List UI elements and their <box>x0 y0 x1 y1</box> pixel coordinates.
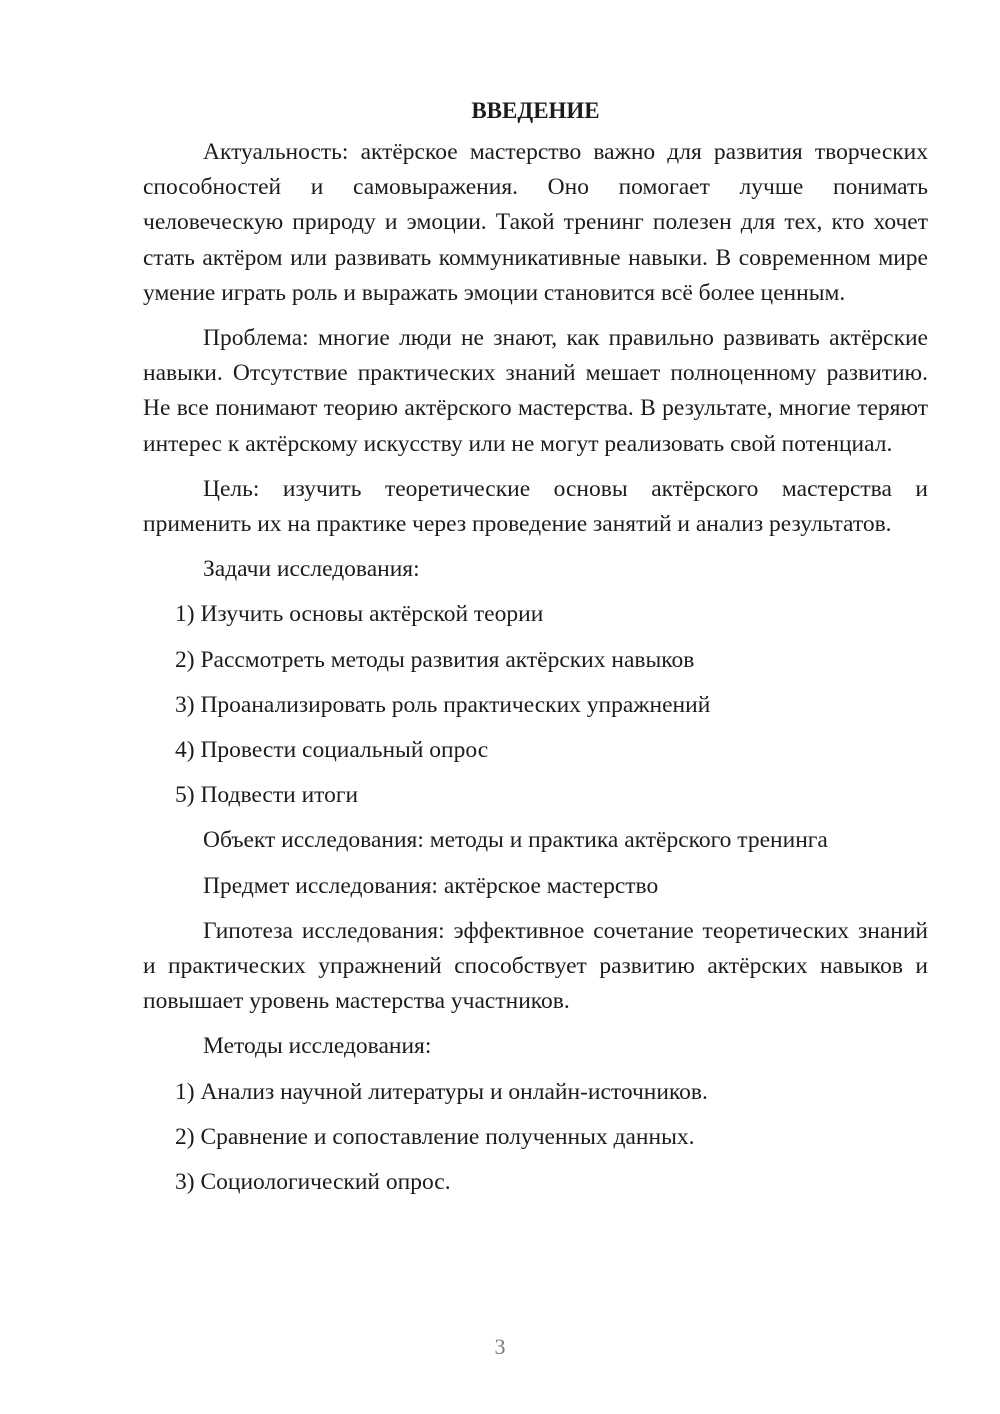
goal-paragraph: Цель: изучить теоретические основы актёрского мастерства и применить их на практике через проведение занятий и анализ результатов. <box>143 475 928 538</box>
method-item: 1) Анализ научной литературы и онлайн-источников. <box>175 1078 708 1105</box>
method-item: 3) Социологический опрос. <box>175 1169 451 1196</box>
task-item: 1) Изучить основы актёрской теории <box>175 601 544 628</box>
tasks-heading: Задачи исследования: <box>203 556 420 583</box>
page-number: 3 <box>494 1334 506 1359</box>
method-item: 2) Сравнение и сопоставление полученных данных. <box>175 1123 695 1150</box>
document-page <box>143 96 928 1210</box>
object-line: Объект исследования: методы и практика актёрского тренинга <box>203 827 828 854</box>
task-item: 3) Проанализировать роль практических упражнений <box>175 691 711 718</box>
subject-line: Предмет исследования: актёрское мастерство <box>203 872 659 899</box>
relevance-paragraph: Актуальность: актёрское мастерство важно для развития творческих способностей и самовыражения. Оно помогает лучше понимать человеческую природу и эмоции. Такой тренинг полезен для тех, кто хочет стать актёром или развивать коммуникативные навыки. В современном мире умение играть роль и выражать эмоции становится всё более ценным. <box>143 139 928 306</box>
methods-heading: Методы исследования: <box>203 1033 432 1060</box>
task-item: 5) Подвести итоги <box>175 782 359 809</box>
hypothesis-paragraph: Гипотеза исследования: эффективное сочетание теоретических знаний и практических упражнений способствует развитию актёрских навыков и повышает уровень мастерства участников. <box>143 917 928 1015</box>
problem-paragraph: Проблема: многие люди не знают, как правильно развивать актёрские навыки. Отсутствие практических знаний мешает полноценному развитию. Не все понимают теорию актёрского мастерства. В результате, многие теряют интерес к актёрскому искусству или не могут реализовать свой потенциал. <box>143 325 928 457</box>
task-item: 2) Рассмотреть методы развития актёрских навыков <box>175 646 695 673</box>
page-title: ВВЕДЕНИЕ <box>471 98 600 123</box>
task-item: 4) Провести социальный опрос <box>175 737 489 764</box>
